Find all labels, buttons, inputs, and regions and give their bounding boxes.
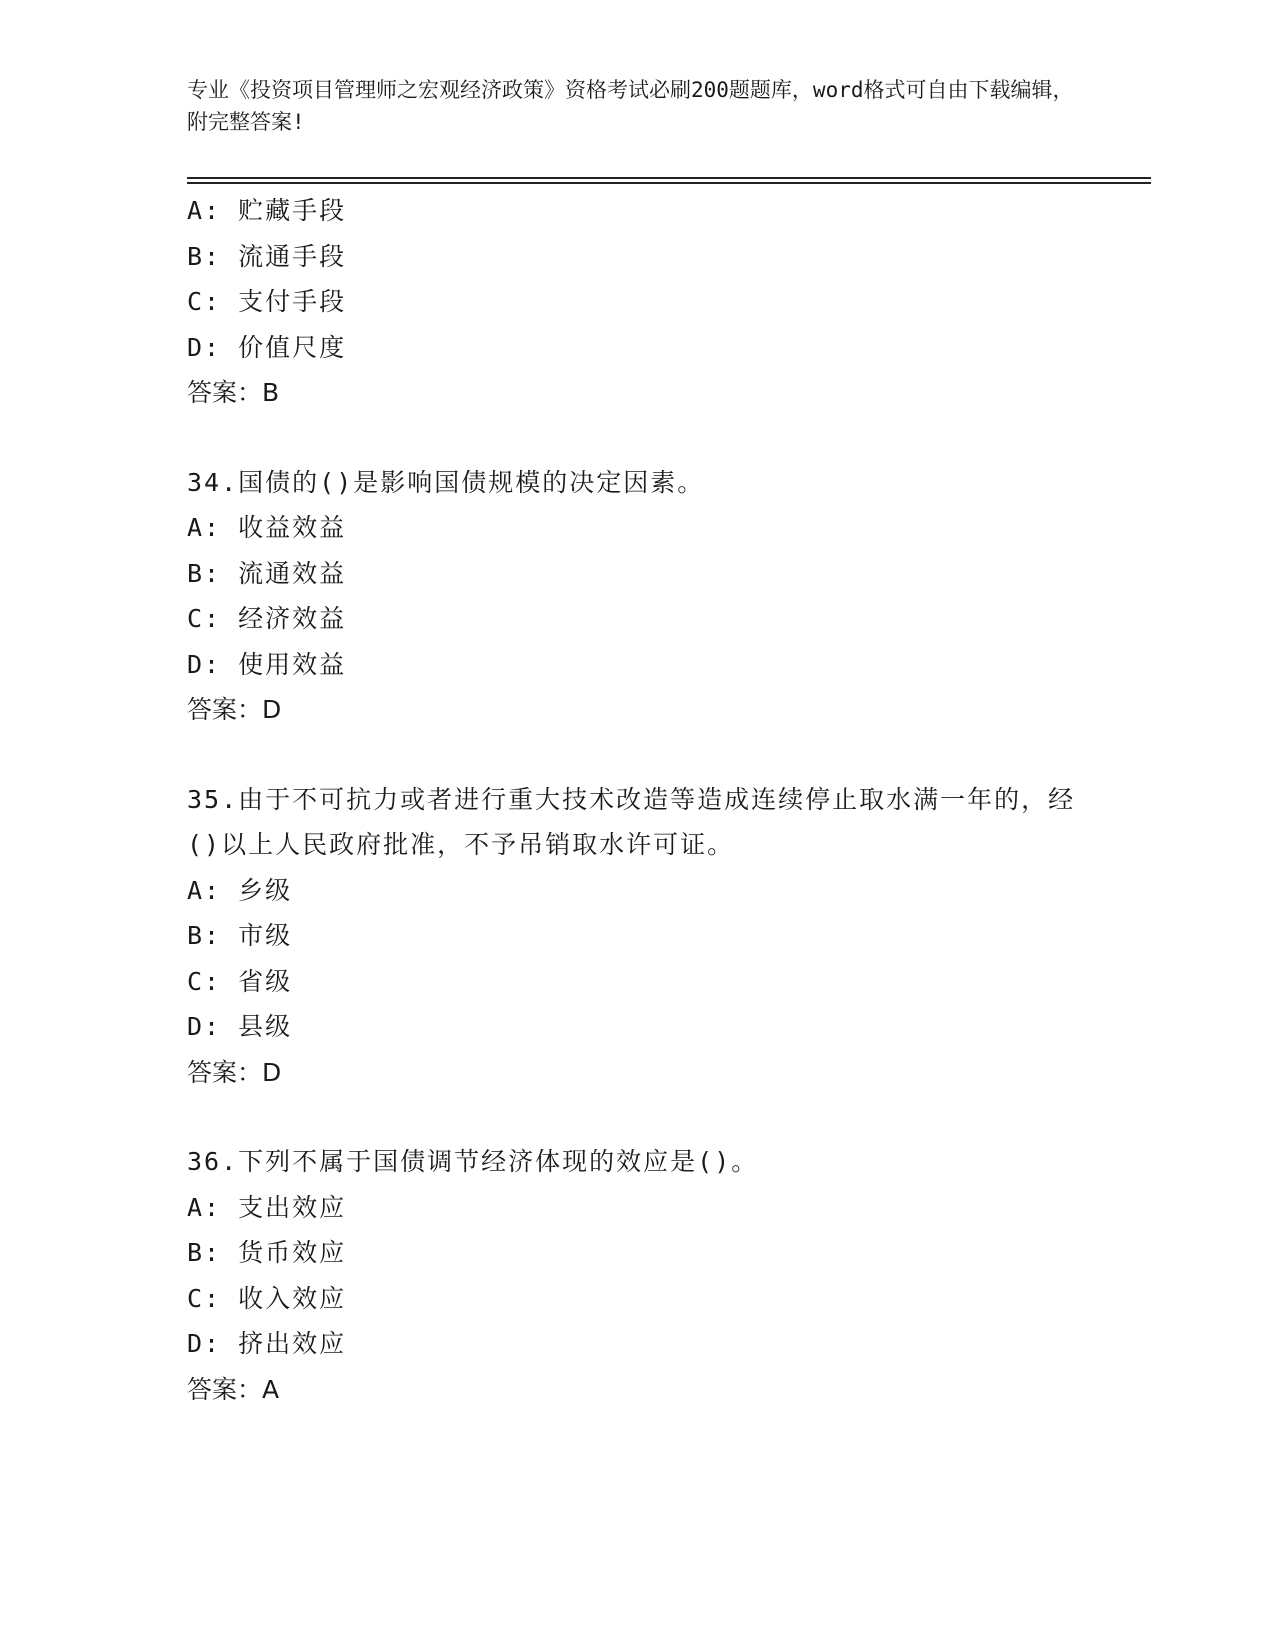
header-rule-top <box>187 177 1151 179</box>
header-rule-bottom <box>187 182 1151 184</box>
document-body <box>187 188 1107 1412</box>
option-d: D: 价值尺度 <box>187 332 347 362</box>
question-35 <box>187 777 1107 1096</box>
answer: 答案：A <box>187 1374 280 1404</box>
option-d: D: 县级 <box>187 1012 293 1041</box>
answer: 答案：B <box>187 378 280 407</box>
question-text: 34.国债的()是影响国债规模的决定因素。 <box>187 467 705 497</box>
question-text: 36.下列不属于国债调节经济体现的效应是()。 <box>187 1147 759 1176</box>
option-d: D: 挤出效应 <box>187 1329 347 1358</box>
question-text: 35.由于不可抗力或者进行重大技术改造等造成连续停止取水满一年的，经()以上人民政府批准，不予吊销取水许可证。 <box>187 784 1076 859</box>
option-a: A: 收益效益 <box>187 513 347 542</box>
answer: 答案：D <box>187 1057 282 1087</box>
option-b: B: 流通效益 <box>187 558 347 588</box>
option-a: A: 乡级 <box>187 875 293 905</box>
option-a: A: 贮藏手段 <box>187 196 347 225</box>
option-a: A: 支出效应 <box>187 1192 347 1222</box>
option-c: C: 省级 <box>187 966 293 996</box>
option-b: B: 货币效应 <box>187 1238 347 1267</box>
question-36 <box>187 1139 1107 1412</box>
option-c: C: 经济效益 <box>187 604 347 633</box>
option-c: C: 支付手段 <box>187 287 347 316</box>
question-34 <box>187 460 1107 733</box>
answer: 答案：D <box>187 695 282 724</box>
option-b: B: 市级 <box>187 921 293 950</box>
question-33-continued <box>187 188 1107 416</box>
document-header: 专业《投资项目管理师之宏观经济政策》资格考试必刷200题题库，word格式可自由下载编辑，附完整答案! <box>187 78 1074 134</box>
option-c: C: 收入效应 <box>187 1283 347 1313</box>
option-d: D: 使用效益 <box>187 649 347 679</box>
option-b: B: 流通手段 <box>187 241 347 271</box>
